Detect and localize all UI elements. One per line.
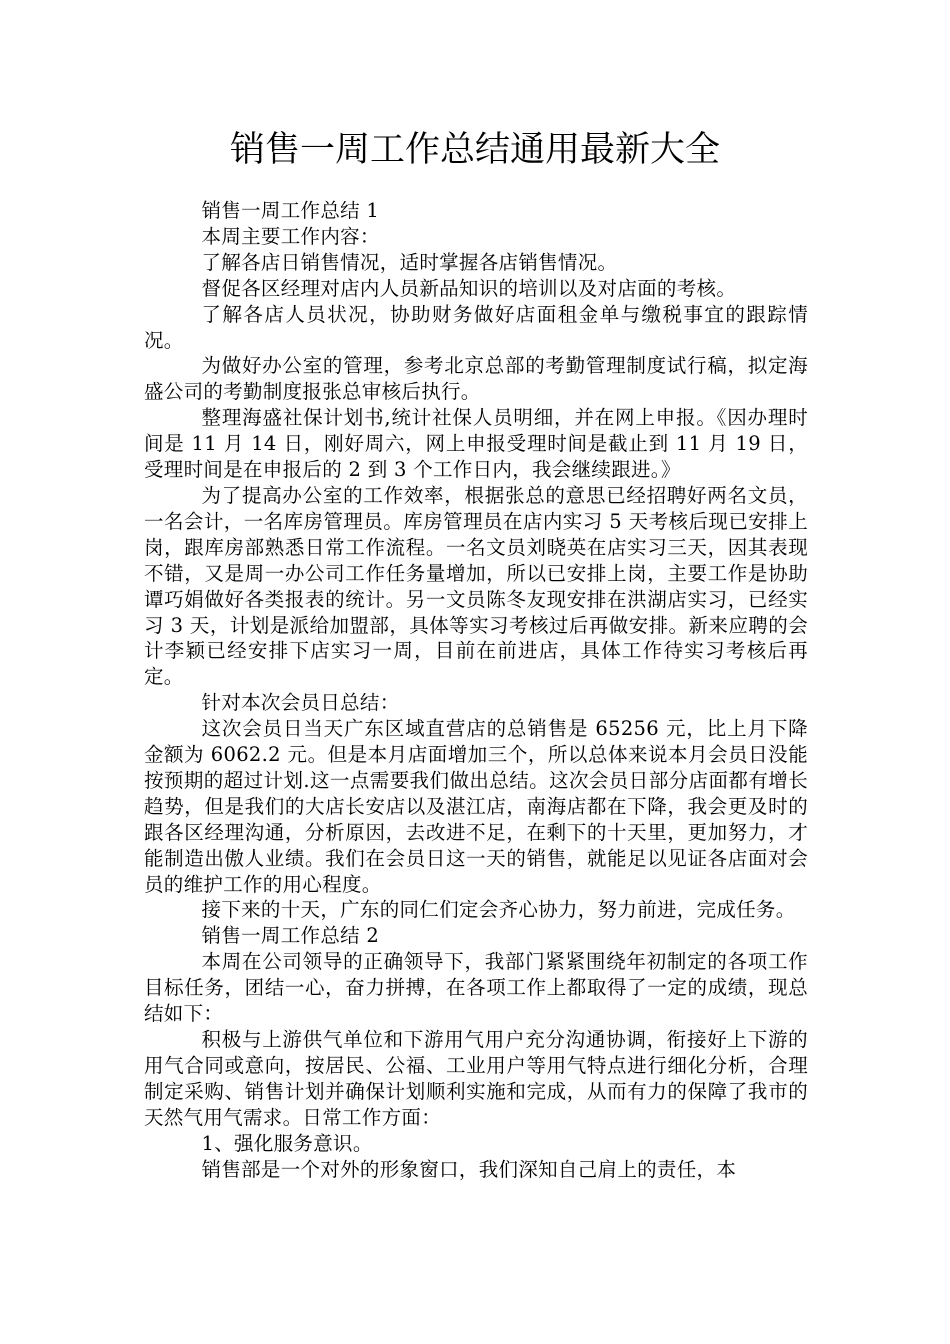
paragraph: 积极与上游供气单位和下游用气用户充分沟通协调，衔接好上下游的用气合同或意向，按居民、公福、工业用户等用气特点进行细化分析，合理制定采购、销售计划并确保计划顺利实施和完成，从而有力的保障了我市的天然气用气需求。日常工作方面：	[144, 1028, 808, 1129]
paragraph: 了解各店日销售情况，适时掌握各店销售情况。	[201, 250, 618, 274]
paragraph: 督促各区经理对店内人员新品知识的培训以及对店面的考核。	[201, 276, 737, 300]
paragraph: 了解各店人员状况，协助财务做好店面租金单与缴税事宜的跟踪情况。	[144, 302, 808, 352]
section-heading-2: 销售一周工作总结 2	[201, 924, 380, 948]
paragraph: 为了提高办公室的工作效率，根据张总的意思已经招聘好两名文员，一名会计，一名库房管理员。库房管理员在店内实习 5 天考核后现已安排上岗，跟库房部熟悉日常工作流程。一名文员刘晓英在店实习三天，因其表现不错，又是周一办公司工作任务量增加，所以已安排上岗，主要工作是协助谭巧娟做好各类报表的统计。另一文员陈冬友现安排在洪湖店实习，已经实习 3 天，计划是派给加盟部，具体等实习考核过后再做安排。新来应聘的会计李颖已经安排下店实习一周，目前在前进店，具体工作待实习考核后再定。	[144, 483, 808, 689]
paragraph: 整理海盛社保计划书,统计社保人员明细，并在网上申报。《因办理时间是 11 月 14 日，刚好周六，网上申报受理时间是截止到 11 月 19 日，受理时间是在申报后的 2 到 3 个工作日内，我会继续跟进。》	[144, 406, 808, 482]
document-body	[144, 198, 808, 1182]
paragraph: 本周主要工作内容：	[201, 224, 380, 248]
document-title: 销售一周工作总结通用最新大全	[229, 130, 720, 170]
paragraph: 为做好办公室的管理，参考北京总部的考勤管理制度试行稿，拟定海盛公司的考勤制度报张总审核后执行。	[144, 354, 808, 404]
paragraph: 销售部是一个对外的形象窗口，我们深知自己肩上的责任，本	[201, 1157, 737, 1181]
paragraph: 接下来的十天，广东的同仁们定会齐心协力，努力前进，完成任务。	[201, 898, 796, 922]
list-item: 1、强化服务意识。	[201, 1131, 373, 1155]
paragraph: 本周在公司领导的正确领导下，我部门紧紧围绕年初制定的各项工作目标任务，团结一心，奋力拼搏，在各项工作上都取得了一定的成绩，现总结如下：	[144, 950, 808, 1026]
paragraph: 针对本次会员日总结：	[201, 691, 400, 715]
section-heading-1: 销售一周工作总结 1	[201, 199, 380, 222]
paragraph: 这次会员日当天广东区域直营店的总销售是 65256 元，比上月下降金额为 6062.2 元。但是本月店面增加三个，所以总体来说本月会员日没能按预期的超过计划.这一点需要我们做出总结。这次会员日部分店面都有增长趋势，但是我们的大店长安店以及湛江店，南海店都在下降，我会更及时的跟各区经理沟通，分析原因，去改进不足，在剩下的十天里，更加努力，才能制造出傲人业绩。我们在会员日这一天的销售，就能足以见证各店面对会员的维护工作的用心程度。	[144, 717, 808, 896]
